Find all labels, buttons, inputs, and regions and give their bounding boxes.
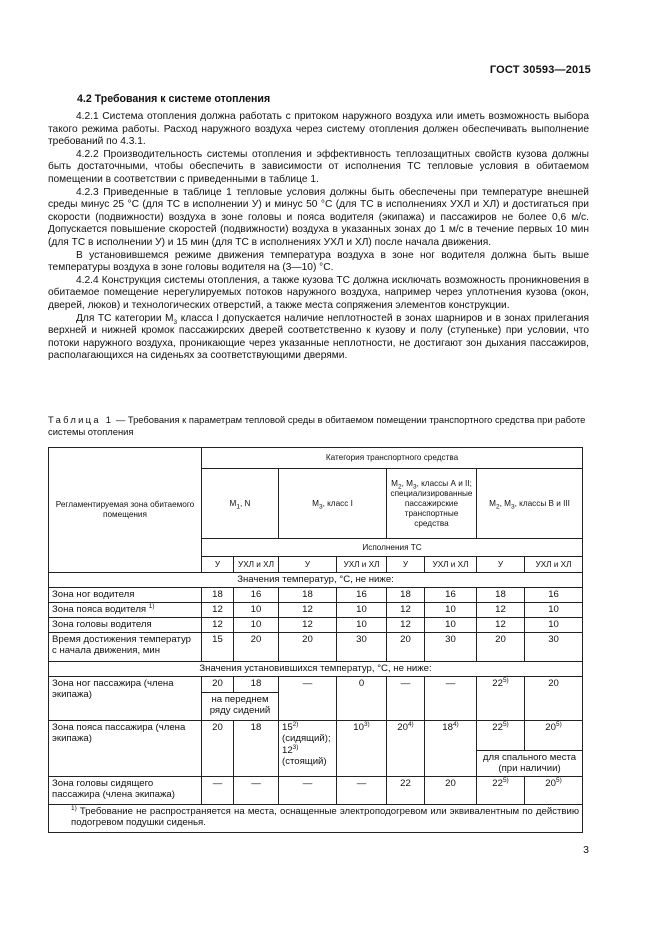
page-number: 3 bbox=[583, 844, 589, 856]
table-cell: 16 bbox=[425, 588, 477, 603]
table-cell: 18 bbox=[387, 588, 425, 603]
table-cell: 20 bbox=[202, 721, 234, 777]
table-row bbox=[49, 677, 583, 693]
table-caption-label: Таблица 1 bbox=[48, 414, 114, 425]
note-sleeping-place: для спального места (при наличии) bbox=[477, 751, 583, 777]
table-cell: 18 bbox=[202, 588, 234, 603]
table-cell: 16 bbox=[337, 588, 387, 603]
table-cell: 20 bbox=[425, 776, 477, 804]
table-cell: 16 bbox=[234, 588, 279, 603]
section-title: 4.2 Требования к системе отопления bbox=[77, 93, 271, 105]
table-cell: 30 bbox=[337, 633, 387, 662]
table-cell: — bbox=[234, 776, 279, 804]
execution-header: Исполнения ТС bbox=[202, 539, 583, 557]
row-label: Зона ног водителя bbox=[49, 588, 202, 603]
table-cell: 20 bbox=[525, 677, 583, 721]
row-label: Зона головы сидящего пассажира (члена экипажа) bbox=[49, 776, 202, 804]
table-cell: 18 bbox=[477, 588, 525, 603]
table-cell: 16 bbox=[525, 588, 583, 603]
table-row bbox=[49, 721, 583, 751]
table-row bbox=[49, 588, 583, 603]
exec-uhl: УХЛ и ХЛ bbox=[525, 557, 583, 573]
table-cell: 10 bbox=[337, 618, 387, 633]
body-text bbox=[48, 111, 589, 363]
paragraph-4-2-2: 4.2.2 Производительность системы отопления и эффективность теплозащитных свойств кузова должны быть достаточными, чтобы обеспечить в зависимости от исполнения ТС тепловые условия в обитаемом помещении в соответствии с приведенными в таблице 1. bbox=[48, 148, 589, 185]
table-row bbox=[49, 618, 583, 633]
table-cell: 18 bbox=[234, 677, 279, 693]
category-header: Категория транспортного средства bbox=[202, 448, 583, 469]
table-cell: 12 bbox=[477, 618, 525, 633]
table-cell: 20 bbox=[234, 633, 279, 662]
table-cell: — bbox=[279, 776, 337, 804]
table-footnote: $^{1)}$ Требование не распространяется на места, оснащенные электроподогревом или эквивалентным по действию подогревом подушки сиденья. bbox=[49, 804, 583, 832]
table-cell: 20 bbox=[387, 633, 425, 662]
exec-u: У bbox=[202, 557, 234, 573]
table-1 bbox=[48, 447, 583, 833]
table-cell: 22$^{5)}$ bbox=[477, 776, 525, 804]
table-cell: 10 bbox=[234, 618, 279, 633]
table-cell: — bbox=[337, 776, 387, 804]
paragraph-4-2-4: 4.2.4 Конструкция системы отопления, а также кузова ТС должна исключать возможность проникновения в обитаемое помещение нерегулируемых потоков наружного воздуха, например через уплотнения кузова (окон, дверей, люков) и технологических отверстий, а также места сопряжения элементов конструкции. bbox=[48, 274, 589, 311]
table-cell: 18$^{4)}$ bbox=[425, 721, 477, 777]
table-cell: 22$^{5)}$ bbox=[477, 677, 525, 721]
paragraph-4-2-1: 4.2.1 Система отопления должна работать с притоком наружного воздуха или иметь возможность выбора такого режима работы. Расход наружного воздуха через систему отопления должен обеспечивать выполнение требований по 4.3.1. bbox=[48, 111, 589, 148]
table-cell: 10 bbox=[525, 618, 583, 633]
table-cell: 12 bbox=[387, 618, 425, 633]
table-cell: 12 bbox=[387, 603, 425, 618]
table-cell: — bbox=[425, 677, 477, 721]
row-label: Зона пояса водителя $^{1)}$ bbox=[49, 603, 202, 618]
category-m2-m3-class-a-ii: $М_2$, $М_3$, классы А и II; специализированные пассажирские транспортные средства bbox=[387, 469, 477, 539]
paragraph-m3-class-i: Для ТС категории $М_3$ класса I допускается наличие неплотностей в зонах шарниров и в зонах прилегания верхней и нижней кромок пассажирских дверей соответственно к кузову и полу (ступеньке) при условии, что потоки наружного воздуха, проникающие через указанные неплотности, не достигают зон дыхания пассажиров, располагающихся на сиденьях за соответствующими дверями. bbox=[48, 312, 589, 362]
table-cell: 30 bbox=[525, 633, 583, 662]
row-label: Зона пояса пассажира (члена экипажа) bbox=[49, 721, 202, 777]
table-cell: 10$^{3)}$ bbox=[337, 721, 387, 777]
table-cell: 12 bbox=[202, 618, 234, 633]
table-caption bbox=[48, 414, 589, 438]
table-cell: 22 bbox=[387, 776, 425, 804]
table-cell: 20 bbox=[477, 633, 525, 662]
table-cell: 18 bbox=[279, 588, 337, 603]
group-steady-temperatures: Значения установившихся температур, °С, не ниже: bbox=[49, 662, 583, 677]
table-row bbox=[49, 633, 583, 662]
category-m3-class-i: $М_3$, класс I bbox=[279, 469, 387, 539]
table-cell: 12 bbox=[477, 603, 525, 618]
table-cell: 15 bbox=[202, 633, 234, 662]
table-cell: — bbox=[279, 677, 337, 721]
table-cell: — bbox=[387, 677, 425, 721]
table-cell: 20$^{4)}$ bbox=[387, 721, 425, 777]
table-caption-text: — Требования к параметрам тепловой среды в обитаемом помещении транспортного средства при работе системы отопления bbox=[48, 414, 586, 437]
table-cell: 20 bbox=[279, 633, 337, 662]
table-row bbox=[49, 776, 583, 804]
exec-u: У bbox=[279, 557, 337, 573]
table-cell: 10 bbox=[234, 603, 279, 618]
paragraph-4-2-3: 4.2.3 Приведенные в таблице 1 тепловые условия должны быть обеспечены при температуре внешней среды минус 25 °С (для ТС в исполнении У) и минус 50 °С (для ТС в исполнениях УХЛ и ХЛ) и достигаться при скорости (подвижности) воздуха в зоне головы и пояса водителя (экипажа) и пассажиров не более 0,6 м/с. Допускается повышение скоростей (подвижности) воздуха в указанных зонах до 1 м/с в течение первых 10 мин (для ТС в исполнении У) и 15 мин (для ТС в исполнениях УХЛ и ХЛ) после начала движения. bbox=[48, 186, 589, 248]
exec-uhl: УХЛ и ХЛ bbox=[425, 557, 477, 573]
table-cell: 10 bbox=[337, 603, 387, 618]
row-label: Зона ног пассажира (члена экипажа) bbox=[49, 677, 202, 721]
table-cell: 12 bbox=[279, 603, 337, 618]
table-cell: 20$^{5)}$ bbox=[525, 776, 583, 804]
table-cell: — bbox=[202, 776, 234, 804]
table-cell: 10 bbox=[525, 603, 583, 618]
table-cell: 10 bbox=[425, 618, 477, 633]
paragraph-steady-mode: В установившемся режиме движения температура воздуха в зоне ног водителя должна быть выше температуры воздуха в зоне головы водителя на (3—10) °С. bbox=[48, 249, 589, 274]
table-cell: 12 bbox=[279, 618, 337, 633]
row-label: Время достижения температур с начала движения, мин bbox=[49, 633, 202, 662]
exec-uhl: УХЛ и ХЛ bbox=[337, 557, 387, 573]
category-m1-n: $М_1$, N bbox=[202, 469, 279, 539]
table-cell: 20$^{5)}$ bbox=[525, 721, 583, 751]
table-cell: 30 bbox=[425, 633, 477, 662]
zone-header: Регламентируемая зона обитаемого помещения bbox=[49, 448, 202, 573]
group-temperatures: Значения температур, °С, не ниже: bbox=[49, 573, 583, 588]
note-front-row: на переднем ряду сидений bbox=[202, 693, 279, 721]
table-cell: 20 bbox=[202, 677, 234, 693]
exec-u: У bbox=[477, 557, 525, 573]
exec-uhl: УХЛ и ХЛ bbox=[234, 557, 279, 573]
table-cell: 10 bbox=[425, 603, 477, 618]
table-cell: 18 bbox=[234, 721, 279, 777]
table-cell: 22$^{5)}$ bbox=[477, 721, 525, 751]
table-cell: 15$^{2)}$ (сидящий); 12$^{3)}$ (стоящий) bbox=[279, 721, 337, 777]
table-cell: 12 bbox=[202, 603, 234, 618]
table-cell: 0 bbox=[337, 677, 387, 721]
standard-number: ГОСТ 30593—2015 bbox=[489, 64, 591, 76]
row-label: Зона головы водителя bbox=[49, 618, 202, 633]
exec-u: У bbox=[387, 557, 425, 573]
category-m2-m3-class-b-iii: $М_2$, $М_3$, классы В и III bbox=[477, 469, 583, 539]
table-row bbox=[49, 603, 583, 618]
